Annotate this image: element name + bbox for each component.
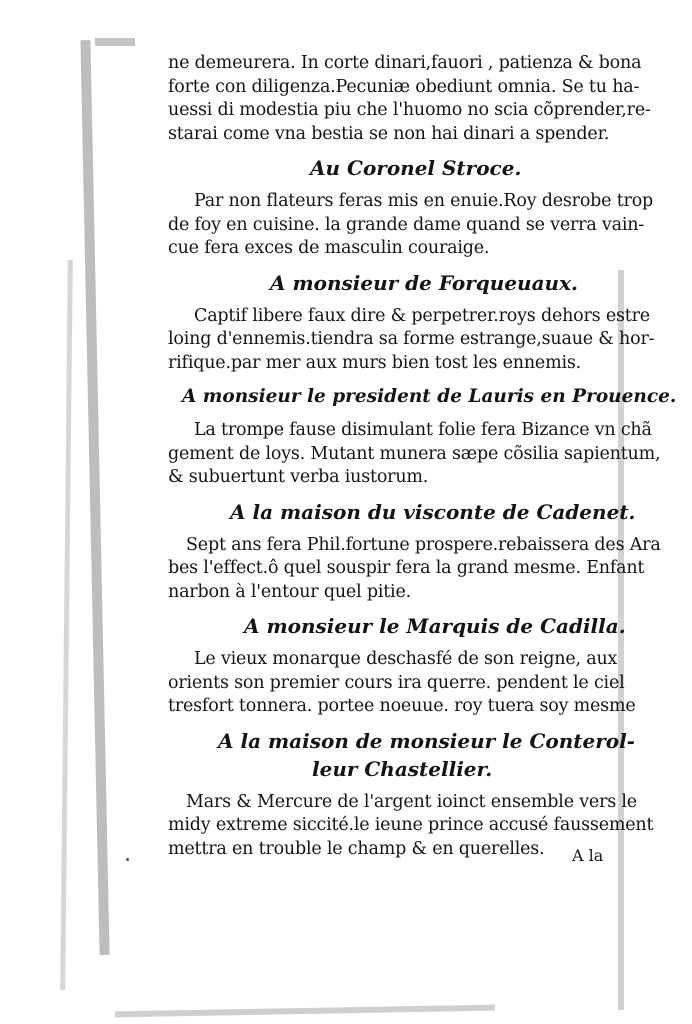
- text-line: Mars & Mercure de l'argent ioinct ensemble vers le: [186, 791, 637, 812]
- section-heading: A monsieur de Forqueuaux.: [270, 270, 578, 295]
- section-heading: A monsieur le president de Lauris en Prouence.: [182, 386, 677, 407]
- text-line: starai come vna bestia se non hai dinari a spender.: [168, 123, 610, 144]
- section-heading: A la maison de monsieur le Conterol-: [218, 728, 635, 753]
- text-line: Sept ans fera Phil.fortune prospere.rebaissera des Ara: [186, 534, 661, 555]
- scan-edge-right: [618, 270, 624, 1010]
- text-line: Captif libere faux dire & perpetrer.roys dehors estre: [194, 305, 650, 326]
- section-heading: A monsieur le Marquis de Cadilla.: [244, 614, 626, 638]
- page-text: [168, 52, 677, 861]
- scan-edge-bottom: [115, 1005, 495, 1018]
- text-line: Le vieux monarque deschasfé de son reigne, aux: [194, 649, 618, 669]
- text-line: forte con diligenza.Pecuniæ obediunt omnia. Se tu ha-: [168, 76, 640, 97]
- section-heading: A la maison du visconte de Cadenet.: [230, 499, 636, 524]
- scan-edge-left: [80, 40, 109, 955]
- catchword: A la: [572, 846, 604, 865]
- section-heading-continued: leur Chastellier.: [312, 756, 493, 781]
- text-line: orients son premier cours ira querre. pendent le ciel: [168, 672, 625, 693]
- text-line: de foy en cuisine. la grande dame quand se verra vain-: [168, 214, 645, 235]
- scan-edge-top: [95, 38, 135, 46]
- text-line: cue fera exces de masculin couraige.: [168, 238, 490, 258]
- text-line: uessi di modestia piu che l'huomo no scia cõprender,re-: [168, 100, 651, 120]
- text-line: tresfort tonnera. portee noeuue. roy tuera soy mesme: [168, 696, 636, 716]
- text-line: rifique.par mer aux murs bien tost les ennemis.: [168, 352, 582, 373]
- text-line: ne demeurera. In corte dinari,fauori , patienza & bona: [168, 53, 642, 73]
- text-line: midy extreme siccité.le ieune prince accusé faussement: [168, 815, 654, 835]
- text-line: La trompe fause disimulant folie fera Bizance vn chã: [194, 420, 652, 440]
- section-heading: Au Coronel Stroce.: [310, 156, 522, 180]
- text-line: mettra en trouble le champ & en querelles.: [168, 838, 545, 859]
- scan-edge-left-inner: [60, 260, 73, 990]
- text-line: & subuertunt verba iustorum.: [168, 467, 429, 487]
- text-line: narbon à l'entour quel pitie.: [168, 581, 411, 602]
- text-line: bes l'effect.ô quel souspir fera la grand mesme. Enfant: [168, 558, 645, 578]
- ink-speck: [126, 858, 129, 861]
- text-line: loing d'ennemis.tiendra sa forme estrange,suaue & hor-: [168, 329, 655, 349]
- text-line: gement de loys. Mutant munera sæpe cõsilia sapientum,: [168, 443, 661, 464]
- text-line: Par non flateurs feras mis en enuie.Roy desrobe trop: [194, 191, 654, 211]
